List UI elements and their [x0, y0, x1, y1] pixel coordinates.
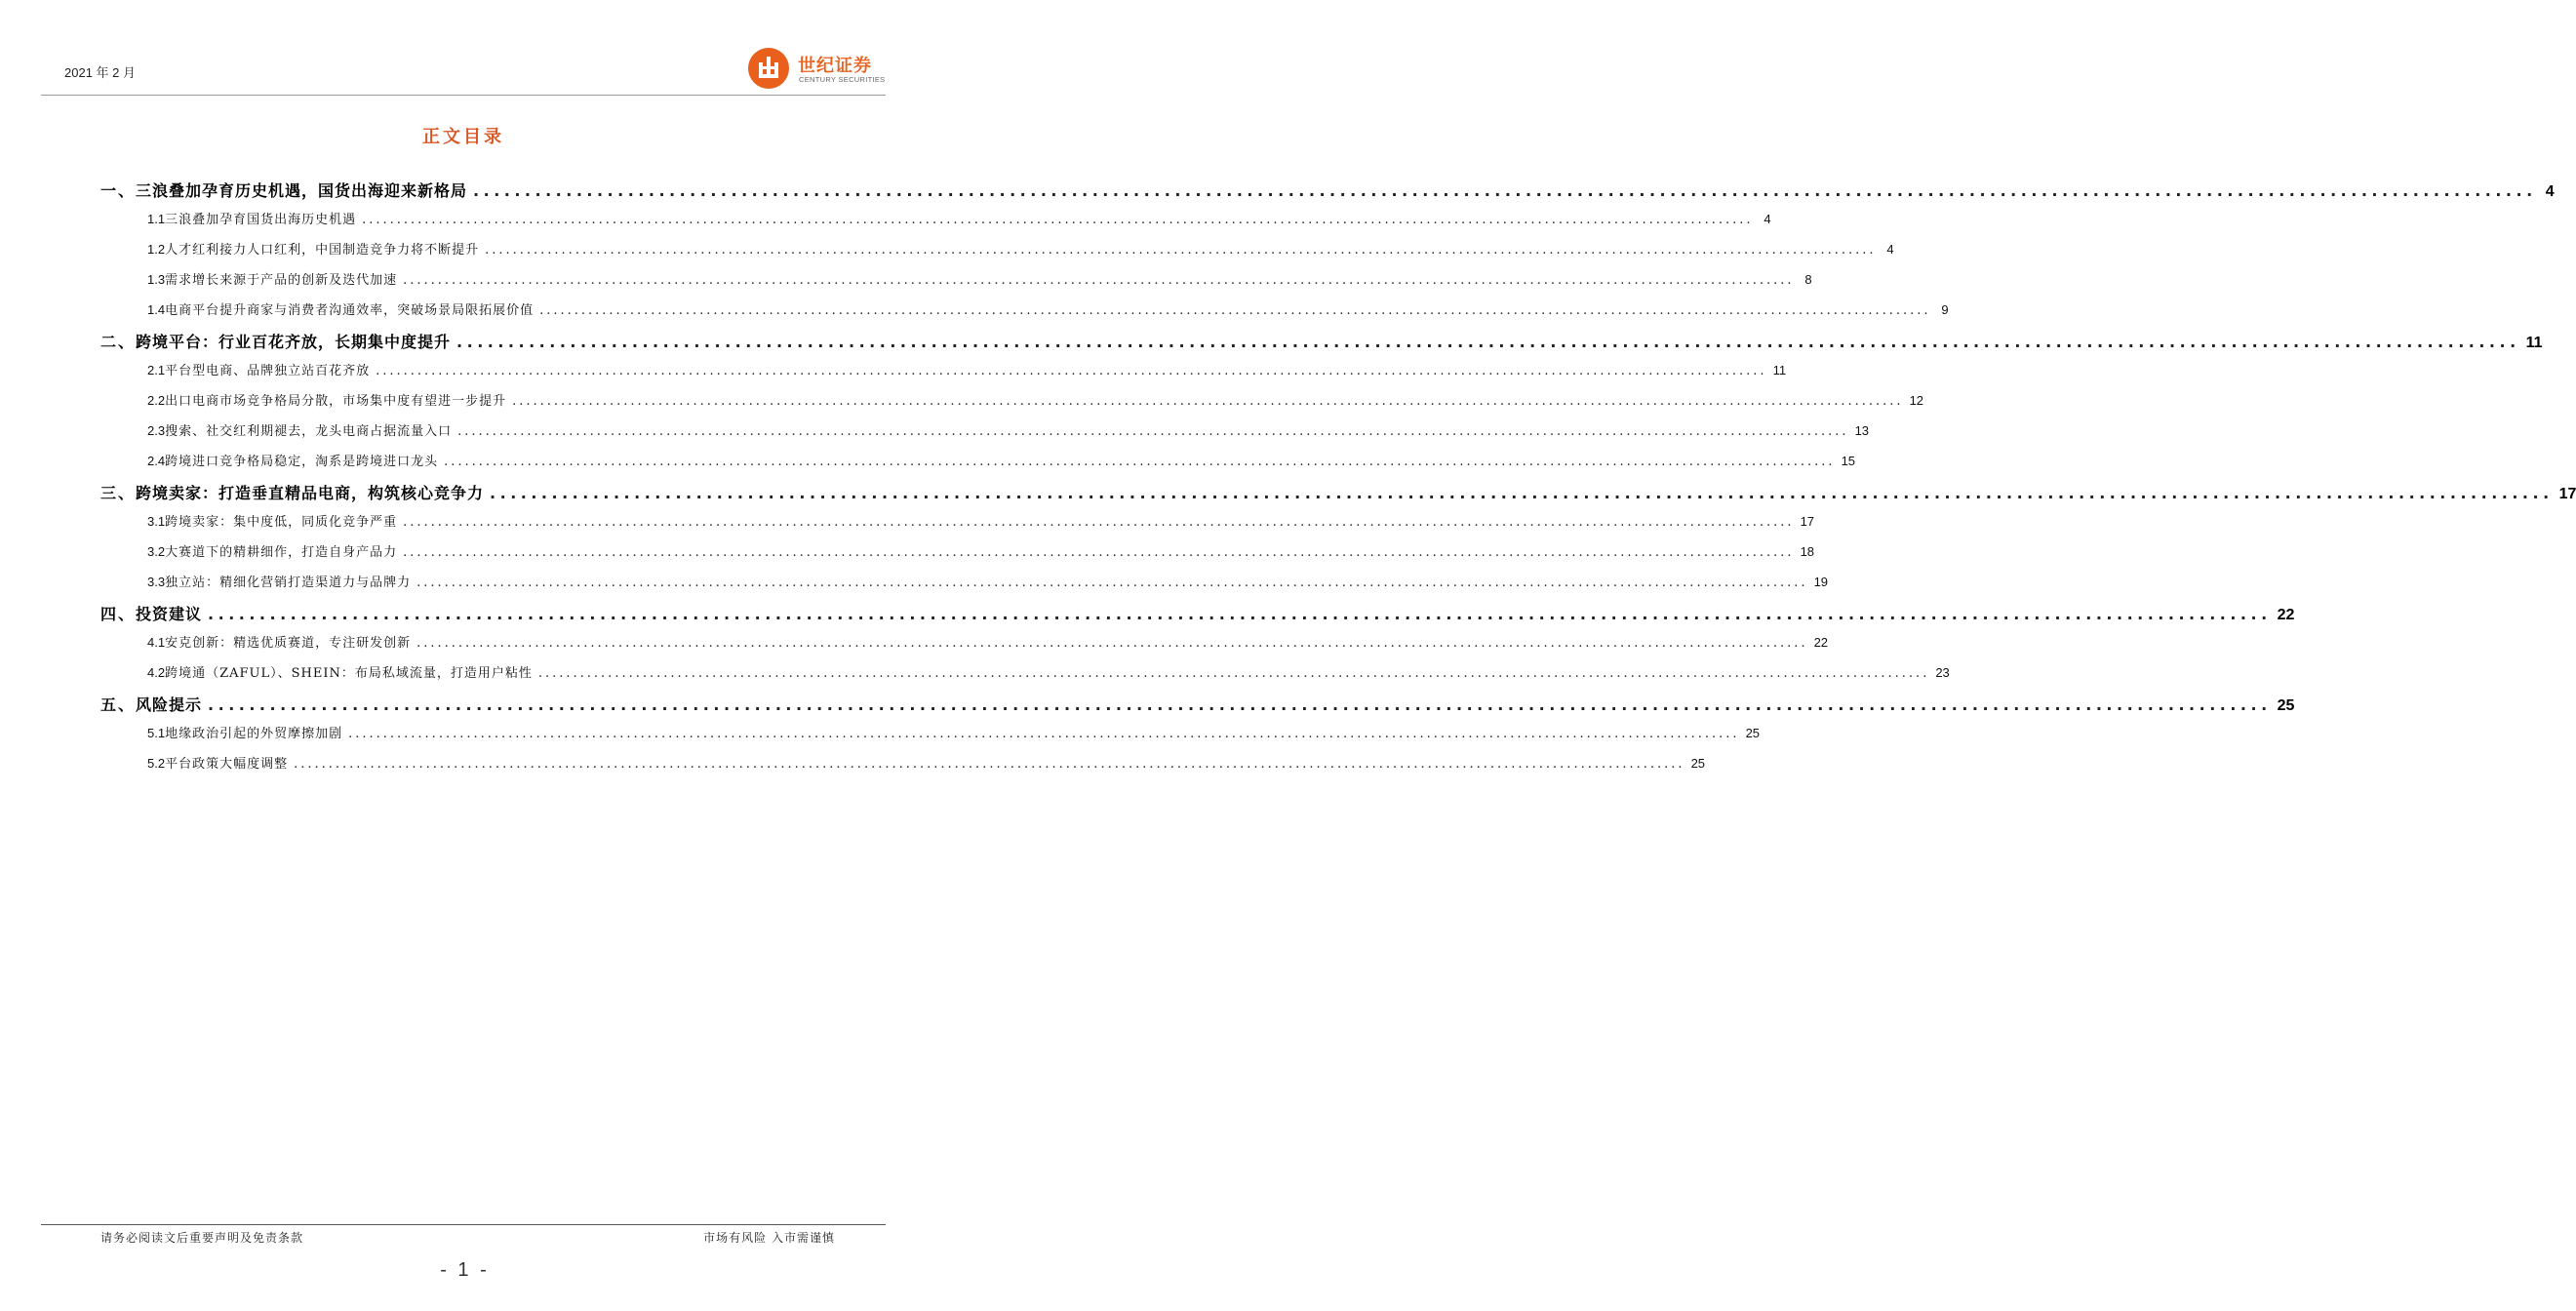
toc-entry-page: 25	[1690, 756, 1706, 771]
toc-entry-number: 一、	[100, 181, 137, 200]
toc-entry-page: 17	[2558, 486, 2576, 502]
toc-entry-title: 电商平台提升商家与消费者沟通效率，突破场景局限拓展价值	[165, 303, 535, 318]
toc-entry-title: 跨境卖家：集中度低，同质化竞争严重	[165, 515, 398, 530]
toc-entry-title: 安克创新：精选优质赛道，专注研发创新	[165, 636, 412, 651]
toc-leader-dots: ........................................................................................................................................................................................................	[376, 364, 1767, 378]
toc-entry-page: 4	[1886, 242, 1894, 257]
toc-section-entry[interactable]	[147, 753, 1706, 772]
toc-chapter-entry[interactable]	[100, 693, 2295, 715]
toc-entry-title: 独立站：精细化营销打造渠道力与品牌力	[165, 576, 412, 590]
toc-leader-dots: ........................................................................................................................................................................................................	[456, 333, 2520, 351]
toc-leader-dots: ........................................................................................................................................................................................................	[403, 273, 1795, 288]
toc-leader-dots: ........................................................................................................................................................................................................	[294, 757, 1685, 772]
toc-entry-number: 3.2	[147, 544, 166, 559]
toc-entry-number: 5.1	[147, 726, 166, 740]
toc-entry-number: 四、	[100, 605, 137, 623]
toc-entry-page: 4	[2545, 183, 2555, 200]
toc-entry-number: 4.2	[147, 665, 166, 680]
toc-entry-page: 11	[2525, 335, 2543, 351]
toc-leader-dots: ........................................................................................................................................................................................................	[512, 394, 1904, 409]
toc-entry-page: 22	[1813, 635, 1829, 650]
toc-leader-dots: ........................................................................................................................................................................................................	[403, 515, 1795, 530]
toc-entry-title: 三浪叠加孕育国货出海历史机遇	[165, 213, 357, 227]
toc-entry-number: 1.1	[147, 212, 166, 226]
toc-entry-title: 平台政策大幅度调整	[165, 757, 289, 772]
report-date: 2021 年 2 月	[64, 65, 136, 80]
toc-leader-dots: ........................................................................................................................................................................................................	[457, 424, 1849, 439]
toc-entry-page: 25	[2277, 697, 2295, 714]
toc-entry-number: 3.3	[147, 575, 166, 589]
toc-title: 正文目录	[422, 127, 504, 147]
toc-leader-dots: ........................................................................................................................................................................................................	[208, 695, 2272, 714]
toc-leader-dots: ........................................................................................................................................................................................................	[485, 243, 1877, 258]
toc-entry-title: 大赛道下的精耕细作，打造自身产品力	[165, 545, 398, 560]
toc-section-entry[interactable]	[147, 209, 1771, 227]
toc-leader-dots: ........................................................................................................................................................................................................	[537, 666, 1930, 681]
toc-entry-title: 出口电商市场竞争格局分散，市场集中度有望进一步提升	[165, 394, 507, 409]
footer-risk-warning: 市场有风险 入市需谨慎	[703, 1231, 835, 1245]
toc-leader-dots: ........................................................................................................................................................................................................	[208, 605, 2272, 623]
footer-divider	[41, 1224, 886, 1225]
toc-entry-number: 2.1	[147, 363, 166, 377]
toc-entry-page: 18	[1800, 544, 1815, 559]
toc-entry-number: 二、	[100, 333, 137, 351]
toc-entry-number: 5.2	[147, 756, 166, 771]
toc-entry-title: 风险提示	[136, 695, 203, 714]
toc-leader-dots: ........................................................................................................................................................................................................	[348, 727, 1740, 741]
toc-entry-title: 需求增长来源于产品的创新及迭代加速	[165, 273, 398, 288]
logo-english-name: CENTURY SECURITIES	[799, 75, 886, 84]
toc-entry-page: 15	[1841, 454, 1856, 468]
toc-entry-page: 8	[1804, 272, 1812, 287]
toc-chapter-entry[interactable]	[100, 602, 2295, 624]
toc-leader-dots: ........................................................................................................................................................................................................	[362, 213, 1754, 227]
page-number: - 1 -	[440, 1259, 487, 1281]
toc-leader-dots: ........................................................................................................................................................................................................	[403, 545, 1795, 560]
toc-section-entry[interactable]	[147, 662, 1950, 681]
toc-entry-title: 跨境进口竞争格局稳定，淘系是跨境进口龙头	[165, 455, 439, 469]
toc-section-entry[interactable]	[147, 451, 1856, 469]
toc-section-entry[interactable]	[147, 360, 1787, 378]
toc-entry-title: 搜索、社交红利期褪去，龙头电商占据流量入口	[165, 424, 453, 439]
toc-section-entry[interactable]	[147, 239, 1894, 258]
toc-leader-dots: ........................................................................................................................................................................................................	[473, 181, 2537, 200]
toc-entry-page: 17	[1800, 514, 1815, 529]
toc-entry-number: 3.1	[147, 514, 166, 529]
logo-chinese-name: 世纪证券	[798, 56, 872, 76]
toc-entry-page: 4	[1764, 212, 1771, 226]
toc-entry-title: 跨境平台：行业百花齐放，长期集中度提升	[136, 333, 452, 351]
toc-chapter-entry[interactable]	[100, 330, 2543, 352]
header-divider	[41, 95, 886, 96]
toc-entry-number: 1.3	[147, 272, 166, 287]
toc-entry-number: 五、	[100, 695, 137, 714]
toc-section-entry[interactable]	[147, 541, 1815, 560]
toc-section-entry[interactable]	[147, 572, 1829, 590]
toc-entry-title: 三浪叠加孕育历史机遇，国货出海迎来新格局	[136, 181, 468, 200]
toc-entry-title: 人才红利接力人口红利，中国制造竞争力将不断提升	[165, 243, 480, 258]
toc-leader-dots: ........................................................................................................................................................................................................	[539, 303, 1931, 318]
toc-leader-dots: ........................................................................................................................................................................................................	[416, 636, 1808, 651]
toc-entry-title: 跨境通（ZAFUL）、SHEIN：布局私域流量，打造用户粘性	[165, 666, 533, 681]
toc-section-entry[interactable]	[147, 390, 1924, 409]
toc-leader-dots: ........................................................................................................................................................................................................	[490, 484, 2554, 502]
toc-section-entry[interactable]	[147, 632, 1829, 651]
toc-entry-page: 22	[2277, 607, 2295, 623]
toc-entry-page: 12	[1909, 393, 1924, 408]
toc-section-entry[interactable]	[147, 269, 1812, 288]
toc-entry-page: 23	[1935, 665, 1950, 680]
footer-disclaimer: 请务必阅读文后重要声明及免责条款	[100, 1231, 304, 1245]
toc-entry-page: 13	[1854, 423, 1870, 438]
toc-entry-number: 2.4	[147, 454, 166, 468]
company-logo	[747, 47, 893, 92]
toc-entry-number: 2.3	[147, 423, 166, 438]
century-securities-logo-icon	[747, 47, 790, 90]
toc-section-entry[interactable]	[147, 511, 1815, 530]
toc-entry-title: 平台型电商、品牌独立站百花齐放	[165, 364, 371, 378]
toc-entry-title: 跨境卖家：打造垂直精品电商，构筑核心竞争力	[136, 484, 485, 502]
toc-entry-page: 25	[1745, 726, 1761, 740]
toc-entry-number: 4.1	[147, 635, 166, 650]
toc-entry-title: 投资建议	[136, 605, 203, 623]
toc-entry-number: 三、	[100, 484, 137, 502]
toc-section-entry[interactable]	[147, 723, 1761, 741]
toc-entry-title: 地缘政治引起的外贸摩擦加剧	[165, 727, 343, 741]
toc-leader-dots: ........................................................................................................................................................................................................	[416, 576, 1808, 590]
toc-entry-page: 11	[1772, 363, 1787, 377]
toc-entry-page: 9	[1941, 302, 1949, 317]
toc-chapter-entry[interactable]	[100, 481, 2576, 503]
toc-entry-page: 19	[1813, 575, 1829, 589]
toc-entry-number: 1.4	[147, 302, 166, 317]
toc-leader-dots: ........................................................................................................................................................................................................	[444, 455, 1836, 469]
toc-section-entry[interactable]	[147, 420, 1870, 439]
toc-chapter-entry[interactable]	[100, 179, 2555, 201]
toc-entry-number: 2.2	[147, 393, 166, 408]
toc-section-entry[interactable]	[147, 299, 1949, 318]
toc-entry-number: 1.2	[147, 242, 166, 257]
